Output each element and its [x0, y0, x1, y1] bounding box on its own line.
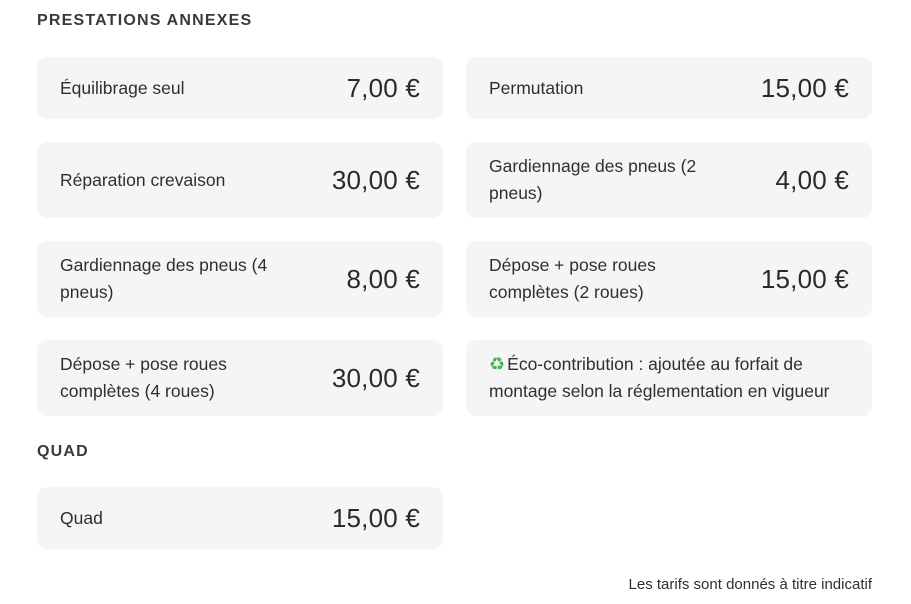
service-card — [466, 241, 872, 317]
service-label: Gardiennage des pneus (4 pneus) — [60, 255, 268, 302]
service-label: Dépose + pose roues complètes (2 roues) — [489, 255, 656, 302]
service-price: 30,00 € — [331, 164, 420, 195]
service-price: 4,00 € — [775, 164, 849, 195]
service-price: 7,00 € — [346, 72, 420, 103]
service-label: Équilibrage seul — [60, 77, 185, 98]
service-label: Permutation — [489, 77, 584, 98]
quad-card — [37, 487, 443, 549]
service-label: Réparation crevaison — [60, 169, 226, 190]
pricing-disclaimer: Les tarifs sont donnés à titre indicatif — [628, 576, 872, 593]
section-title-annexes: PRESTATIONS ANNEXES — [37, 12, 253, 29]
service-price: 15,00 € — [760, 263, 849, 294]
service-label: Dépose + pose roues complètes (4 roues) — [60, 354, 227, 401]
service-card — [37, 340, 443, 416]
service-card — [466, 142, 872, 218]
eco-contribution-note — [489, 351, 849, 405]
eco-contribution-card — [466, 340, 872, 416]
service-price: 15,00 € — [760, 72, 849, 103]
service-card — [466, 57, 872, 119]
quad-label: Quad — [60, 507, 103, 528]
service-card — [37, 57, 443, 119]
service-label: Gardiennage des pneus (2 pneus) — [489, 156, 697, 203]
service-price: 30,00 € — [331, 362, 420, 393]
service-price: 8,00 € — [346, 263, 420, 294]
recycle-icon: ♻ — [489, 354, 506, 374]
service-card — [37, 142, 443, 218]
eco-contribution-text: Éco-contribution : ajoutée au forfait de montage selon la réglementation en vigueur — [489, 354, 830, 401]
quad-price: 15,00 € — [331, 502, 420, 533]
service-card — [37, 241, 443, 317]
section-title-quad: QUAD — [37, 443, 89, 460]
